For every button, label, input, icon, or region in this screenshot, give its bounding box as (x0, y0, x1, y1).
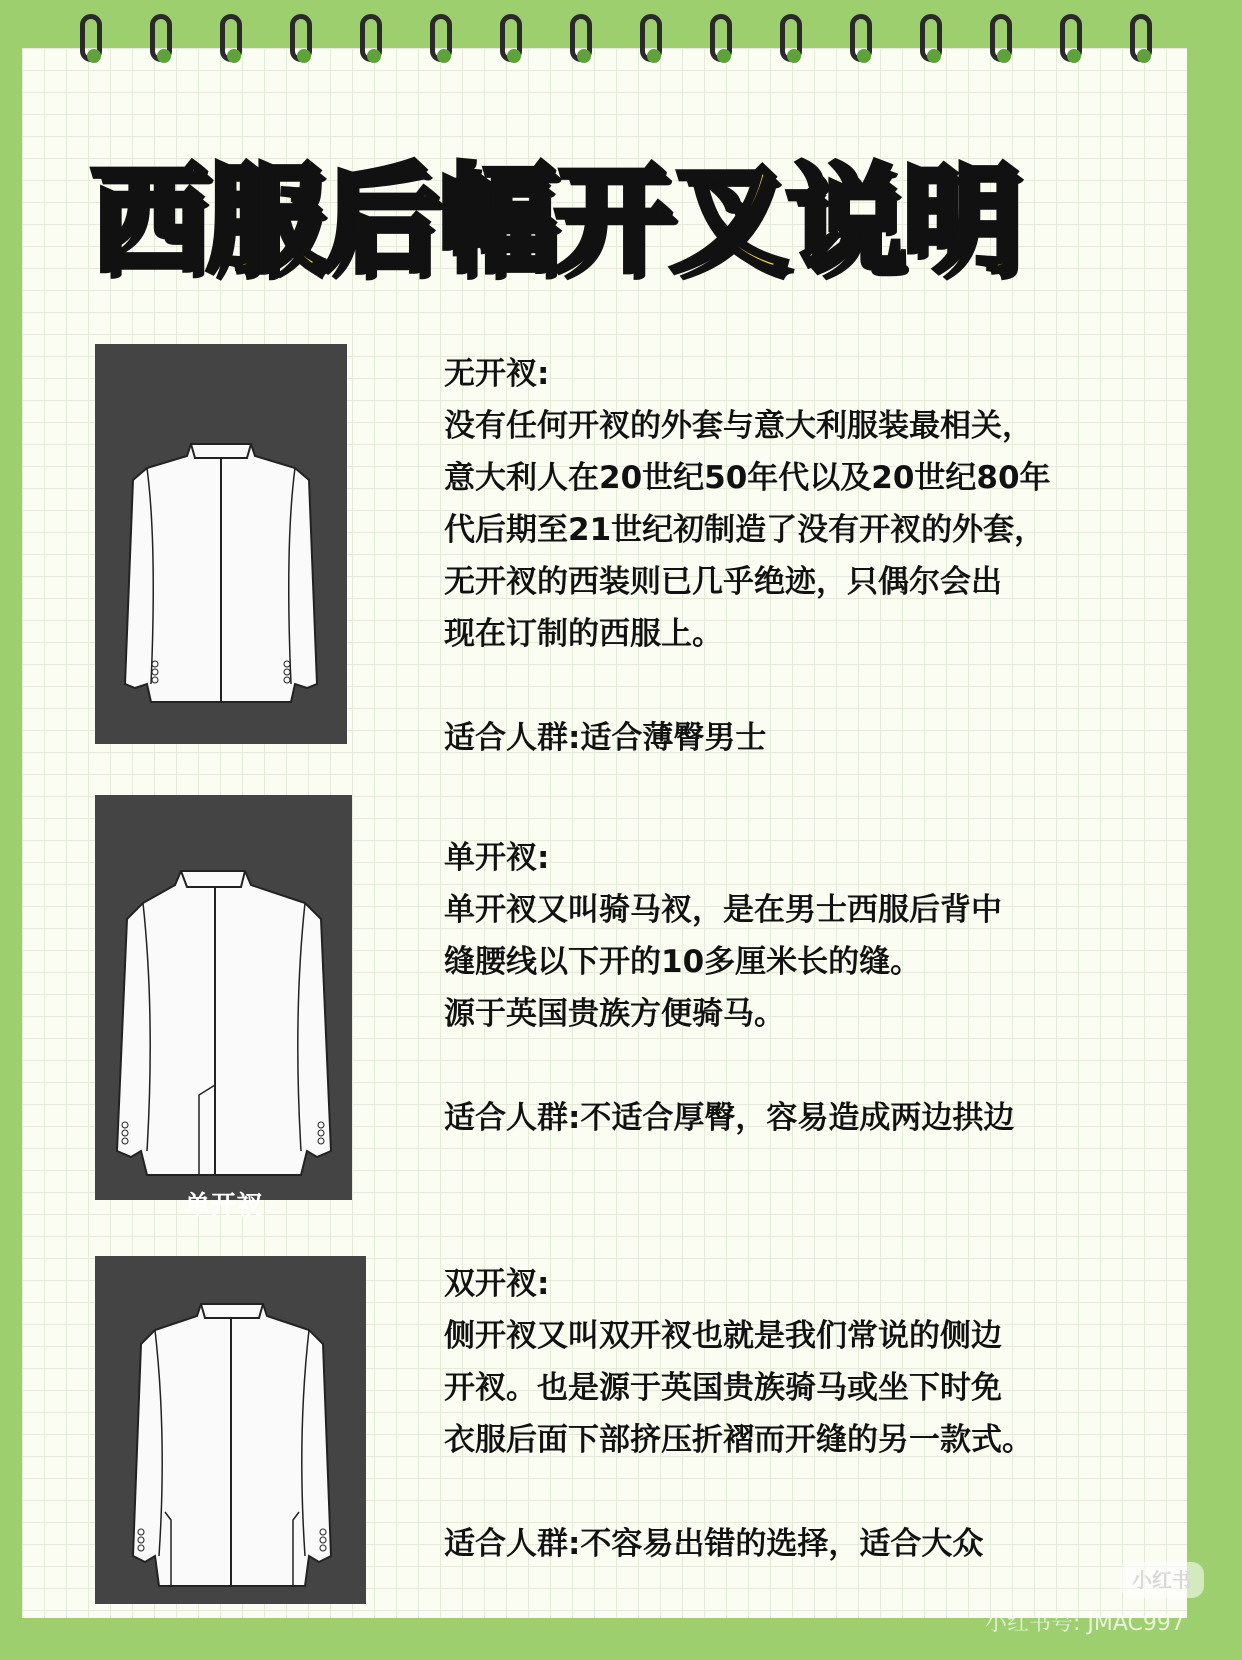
body-line: 没有任何开衩的外套与意大利服装最相关， (444, 408, 1033, 444)
jacket-back-icon (95, 795, 352, 1200)
ring-icon (1060, 14, 1082, 62)
fit-line: 适合人群:不容易出错的选择，适合大众 (444, 1526, 984, 1562)
jacket-no-vent-image (95, 344, 347, 744)
section-double-vent (444, 1258, 1164, 1570)
body-line: 意大利人在20世纪50年代以及20世纪80年 (444, 460, 1051, 496)
section-heading: 单开衩: (444, 840, 550, 876)
body-line: 代后期至21世纪初制造了没有开衩的外套， (444, 512, 1046, 548)
jacket-back-icon (95, 344, 347, 744)
page-title: 西服后幅开叉说明 (90, 151, 1019, 289)
jacket-double-vent-image (95, 1256, 366, 1604)
ring-icon (570, 14, 592, 62)
fit-line: 适合人群:不适合厚臀，容易造成两边拱边 (444, 1100, 1015, 1136)
body-line: 单开衩又叫骑马衩，是在男士西服后背中 (444, 892, 1002, 928)
watermark-logo: 小红书 (1120, 1562, 1204, 1598)
ring-icon (780, 14, 802, 62)
body-line: 衣服后面下部挤压折褶而开缝的另一款式。 (444, 1422, 1033, 1458)
body-line: 开衩。也是源于英国贵族骑马或坐下时免 (444, 1370, 1002, 1406)
ring-icon (1130, 14, 1152, 62)
section-heading: 双开衩: (444, 1266, 550, 1302)
ring-icon (990, 14, 1012, 62)
body-line: 源于英国贵族方便骑马。 (444, 996, 785, 1032)
ring-icon (290, 14, 312, 62)
ring-icon (710, 14, 732, 62)
fit-line: 适合人群:适合薄臀男士 (444, 720, 767, 756)
body-line: 现在订制的西服上。 (444, 616, 723, 652)
ring-icon (850, 14, 872, 62)
section-single-vent (444, 832, 1164, 1144)
section-heading: 无开衩: (444, 356, 550, 392)
ring-icon (80, 14, 102, 62)
ring-icon (220, 14, 242, 62)
jacket-single-vent-image (95, 795, 352, 1221)
body-line: 缝腰线以下开的10多厘米长的缝。 (444, 944, 922, 980)
image-caption: 单开衩 (184, 1191, 263, 1221)
body-line: 无开衩的西装则已几乎绝迹，只偶尔会出 (444, 564, 1002, 600)
ring-icon (640, 14, 662, 62)
watermark-id: 小红书号: JMAC997 (985, 1611, 1185, 1636)
body-line: 侧开衩又叫双开衩也就是我们常说的侧边 (444, 1318, 1002, 1354)
ring-icon (150, 14, 172, 62)
ring-icon (500, 14, 522, 62)
ring-icon (920, 14, 942, 62)
section-no-vent (444, 348, 1164, 764)
ring-icon (430, 14, 452, 62)
ring-icon (360, 14, 382, 62)
jacket-back-icon (95, 1256, 366, 1604)
